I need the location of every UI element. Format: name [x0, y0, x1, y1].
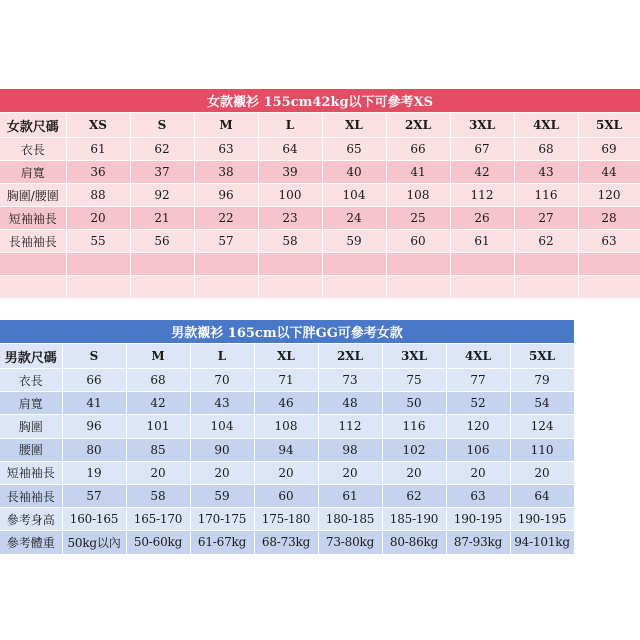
empty-cell: [258, 276, 322, 299]
cell: 19: [62, 461, 126, 484]
cell: 67: [450, 138, 514, 161]
cell: 75: [382, 369, 446, 392]
table-row: [0, 484, 574, 507]
cell: 24: [322, 207, 386, 230]
cell: 38: [194, 161, 258, 184]
cell: 40: [322, 161, 386, 184]
cell: 104: [190, 415, 254, 438]
cell: 100: [258, 184, 322, 207]
cell: 94: [254, 438, 318, 461]
cell: 20: [510, 461, 574, 484]
cell: 80-86kg: [382, 531, 446, 554]
empty-row: [0, 276, 640, 299]
empty-cell: [0, 253, 66, 276]
row-label: 衣長: [0, 369, 62, 392]
men-size-m: M: [126, 344, 190, 369]
cell: 108: [386, 184, 450, 207]
row-label: 胸圍: [0, 415, 62, 438]
cell: 41: [386, 161, 450, 184]
cell: 60: [254, 484, 318, 507]
cell: 63: [578, 230, 640, 253]
cell: 58: [126, 484, 190, 507]
cell: 36: [66, 161, 130, 184]
men-size-xl: XL: [254, 344, 318, 369]
cell: 42: [126, 392, 190, 415]
cell: 23: [258, 207, 322, 230]
table-row: [0, 438, 574, 461]
table-row: [0, 508, 574, 531]
cell: 65: [322, 138, 386, 161]
men-size-s: S: [62, 344, 126, 369]
cell: 94-101kg: [510, 531, 574, 554]
cell: 77: [446, 369, 510, 392]
cell: 90: [190, 438, 254, 461]
cell: 50-60kg: [126, 531, 190, 554]
cell: 68-73kg: [254, 531, 318, 554]
cell: 44: [578, 161, 640, 184]
cell: 28: [578, 207, 640, 230]
women-size-l: L: [258, 113, 322, 138]
men-size-table: [0, 320, 575, 555]
row-label: 參考體重: [0, 531, 62, 554]
cell: 41: [62, 392, 126, 415]
cell: 42: [450, 161, 514, 184]
cell: 63: [194, 138, 258, 161]
empty-cell: [194, 276, 258, 299]
empty-cell: [386, 253, 450, 276]
empty-cell: [514, 276, 578, 299]
cell: 96: [194, 184, 258, 207]
cell: 57: [62, 484, 126, 507]
cell: 61-67kg: [190, 531, 254, 554]
cell: 170-175: [190, 508, 254, 531]
cell: 102: [382, 438, 446, 461]
cell: 56: [130, 230, 194, 253]
row-label: 長袖袖長: [0, 484, 62, 507]
cell: 116: [514, 184, 578, 207]
cell: 106: [446, 438, 510, 461]
table-row: [0, 531, 574, 554]
cell: 112: [318, 415, 382, 438]
empty-cell: [450, 253, 514, 276]
empty-cell: [130, 276, 194, 299]
table-row: [0, 415, 574, 438]
men-header-row: [0, 344, 574, 369]
cell: 43: [190, 392, 254, 415]
empty-cell: [194, 253, 258, 276]
cell: 20: [66, 207, 130, 230]
men-table-title: 男款襯衫 165cm以下胖GG可參考女款: [0, 320, 574, 344]
cell: 57: [194, 230, 258, 253]
cell: 26: [450, 207, 514, 230]
cell: 21: [130, 207, 194, 230]
empty-cell: [66, 253, 130, 276]
empty-cell: [0, 276, 66, 299]
men-header-label: 男款尺碼: [0, 344, 62, 369]
cell: 63: [446, 484, 510, 507]
cell: 124: [510, 415, 574, 438]
cell: 59: [322, 230, 386, 253]
cell: 20: [254, 461, 318, 484]
women-header-label: 女款尺碼: [0, 113, 66, 138]
empty-cell: [514, 253, 578, 276]
women-size-5xl: 5XL: [578, 113, 640, 138]
women-size-table: [0, 89, 640, 299]
cell: 54: [510, 392, 574, 415]
table-row: [0, 184, 640, 207]
cell: 20: [446, 461, 510, 484]
cell: 20: [318, 461, 382, 484]
row-label: 短袖袖長: [0, 207, 66, 230]
cell: 64: [510, 484, 574, 507]
cell: 79: [510, 369, 574, 392]
cell: 62: [514, 230, 578, 253]
cell: 43: [514, 161, 578, 184]
women-size-s: S: [130, 113, 194, 138]
cell: 61: [318, 484, 382, 507]
table-row: [0, 161, 640, 184]
cell: 68: [126, 369, 190, 392]
row-label: 衣長: [0, 138, 66, 161]
cell: 160-165: [62, 508, 126, 531]
table-row: [0, 369, 574, 392]
cell: 104: [322, 184, 386, 207]
cell: 20: [382, 461, 446, 484]
cell: 185-190: [382, 508, 446, 531]
table-row: [0, 207, 640, 230]
cell: 60: [386, 230, 450, 253]
women-size-xl: XL: [322, 113, 386, 138]
cell: 25: [386, 207, 450, 230]
cell: 101: [126, 415, 190, 438]
cell: 61: [66, 138, 130, 161]
cell: 48: [318, 392, 382, 415]
table-row: [0, 461, 574, 484]
cell: 62: [130, 138, 194, 161]
cell: 175-180: [254, 508, 318, 531]
cell: 20: [126, 461, 190, 484]
cell: 59: [190, 484, 254, 507]
men-size-l: L: [190, 344, 254, 369]
empty-cell: [258, 253, 322, 276]
cell: 64: [258, 138, 322, 161]
cell: 62: [382, 484, 446, 507]
cell: 190-195: [446, 508, 510, 531]
cell: 112: [450, 184, 514, 207]
cell: 55: [66, 230, 130, 253]
cell: 116: [382, 415, 446, 438]
men-size-4xl: 4XL: [446, 344, 510, 369]
cell: 27: [514, 207, 578, 230]
table-row: [0, 230, 640, 253]
men-size-3xl: 3XL: [382, 344, 446, 369]
women-size-4xl: 4XL: [514, 113, 578, 138]
cell: 66: [62, 369, 126, 392]
cell: 180-185: [318, 508, 382, 531]
cell: 108: [254, 415, 318, 438]
empty-cell: [130, 253, 194, 276]
women-size-m: M: [194, 113, 258, 138]
table-row: [0, 138, 640, 161]
empty-cell: [386, 276, 450, 299]
row-label: 長袖袖長: [0, 230, 66, 253]
cell: 71: [254, 369, 318, 392]
cell: 50kg以內: [62, 531, 126, 554]
empty-cell: [66, 276, 130, 299]
cell: 120: [446, 415, 510, 438]
row-label: 短袖袖長: [0, 461, 62, 484]
empty-cell: [578, 276, 640, 299]
cell: 80: [62, 438, 126, 461]
cell: 22: [194, 207, 258, 230]
cell: 52: [446, 392, 510, 415]
row-label: 胸圍/腰圍: [0, 184, 66, 207]
empty-cell: [450, 276, 514, 299]
men-size-2xl: 2XL: [318, 344, 382, 369]
women-header-row: [0, 113, 640, 138]
cell: 88: [66, 184, 130, 207]
empty-cell: [578, 253, 640, 276]
cell: 70: [190, 369, 254, 392]
cell: 61: [450, 230, 514, 253]
cell: 50: [382, 392, 446, 415]
women-size-3xl: 3XL: [450, 113, 514, 138]
cell: 73-80kg: [318, 531, 382, 554]
women-table-title: 女款襯衫 155cm42kg以下可參考XS: [0, 89, 640, 113]
cell: 37: [130, 161, 194, 184]
row-label: 參考身高: [0, 508, 62, 531]
empty-cell: [322, 253, 386, 276]
cell: 96: [62, 415, 126, 438]
cell: 66: [386, 138, 450, 161]
cell: 87-93kg: [446, 531, 510, 554]
cell: 190-195: [510, 508, 574, 531]
cell: 85: [126, 438, 190, 461]
row-label: 肩寬: [0, 392, 62, 415]
women-size-2xl: 2XL: [386, 113, 450, 138]
empty-row: [0, 253, 640, 276]
cell: 92: [130, 184, 194, 207]
table-row: [0, 392, 574, 415]
cell: 58: [258, 230, 322, 253]
cell: 39: [258, 161, 322, 184]
cell: 120: [578, 184, 640, 207]
row-label: 肩寬: [0, 161, 66, 184]
cell: 165-170: [126, 508, 190, 531]
women-size-xs: XS: [66, 113, 130, 138]
cell: 110: [510, 438, 574, 461]
cell: 98: [318, 438, 382, 461]
cell: 73: [318, 369, 382, 392]
cell: 69: [578, 138, 640, 161]
cell: 46: [254, 392, 318, 415]
cell: 20: [190, 461, 254, 484]
cell: 68: [514, 138, 578, 161]
row-label: 腰圍: [0, 438, 62, 461]
men-size-5xl: 5XL: [510, 344, 574, 369]
empty-cell: [322, 276, 386, 299]
